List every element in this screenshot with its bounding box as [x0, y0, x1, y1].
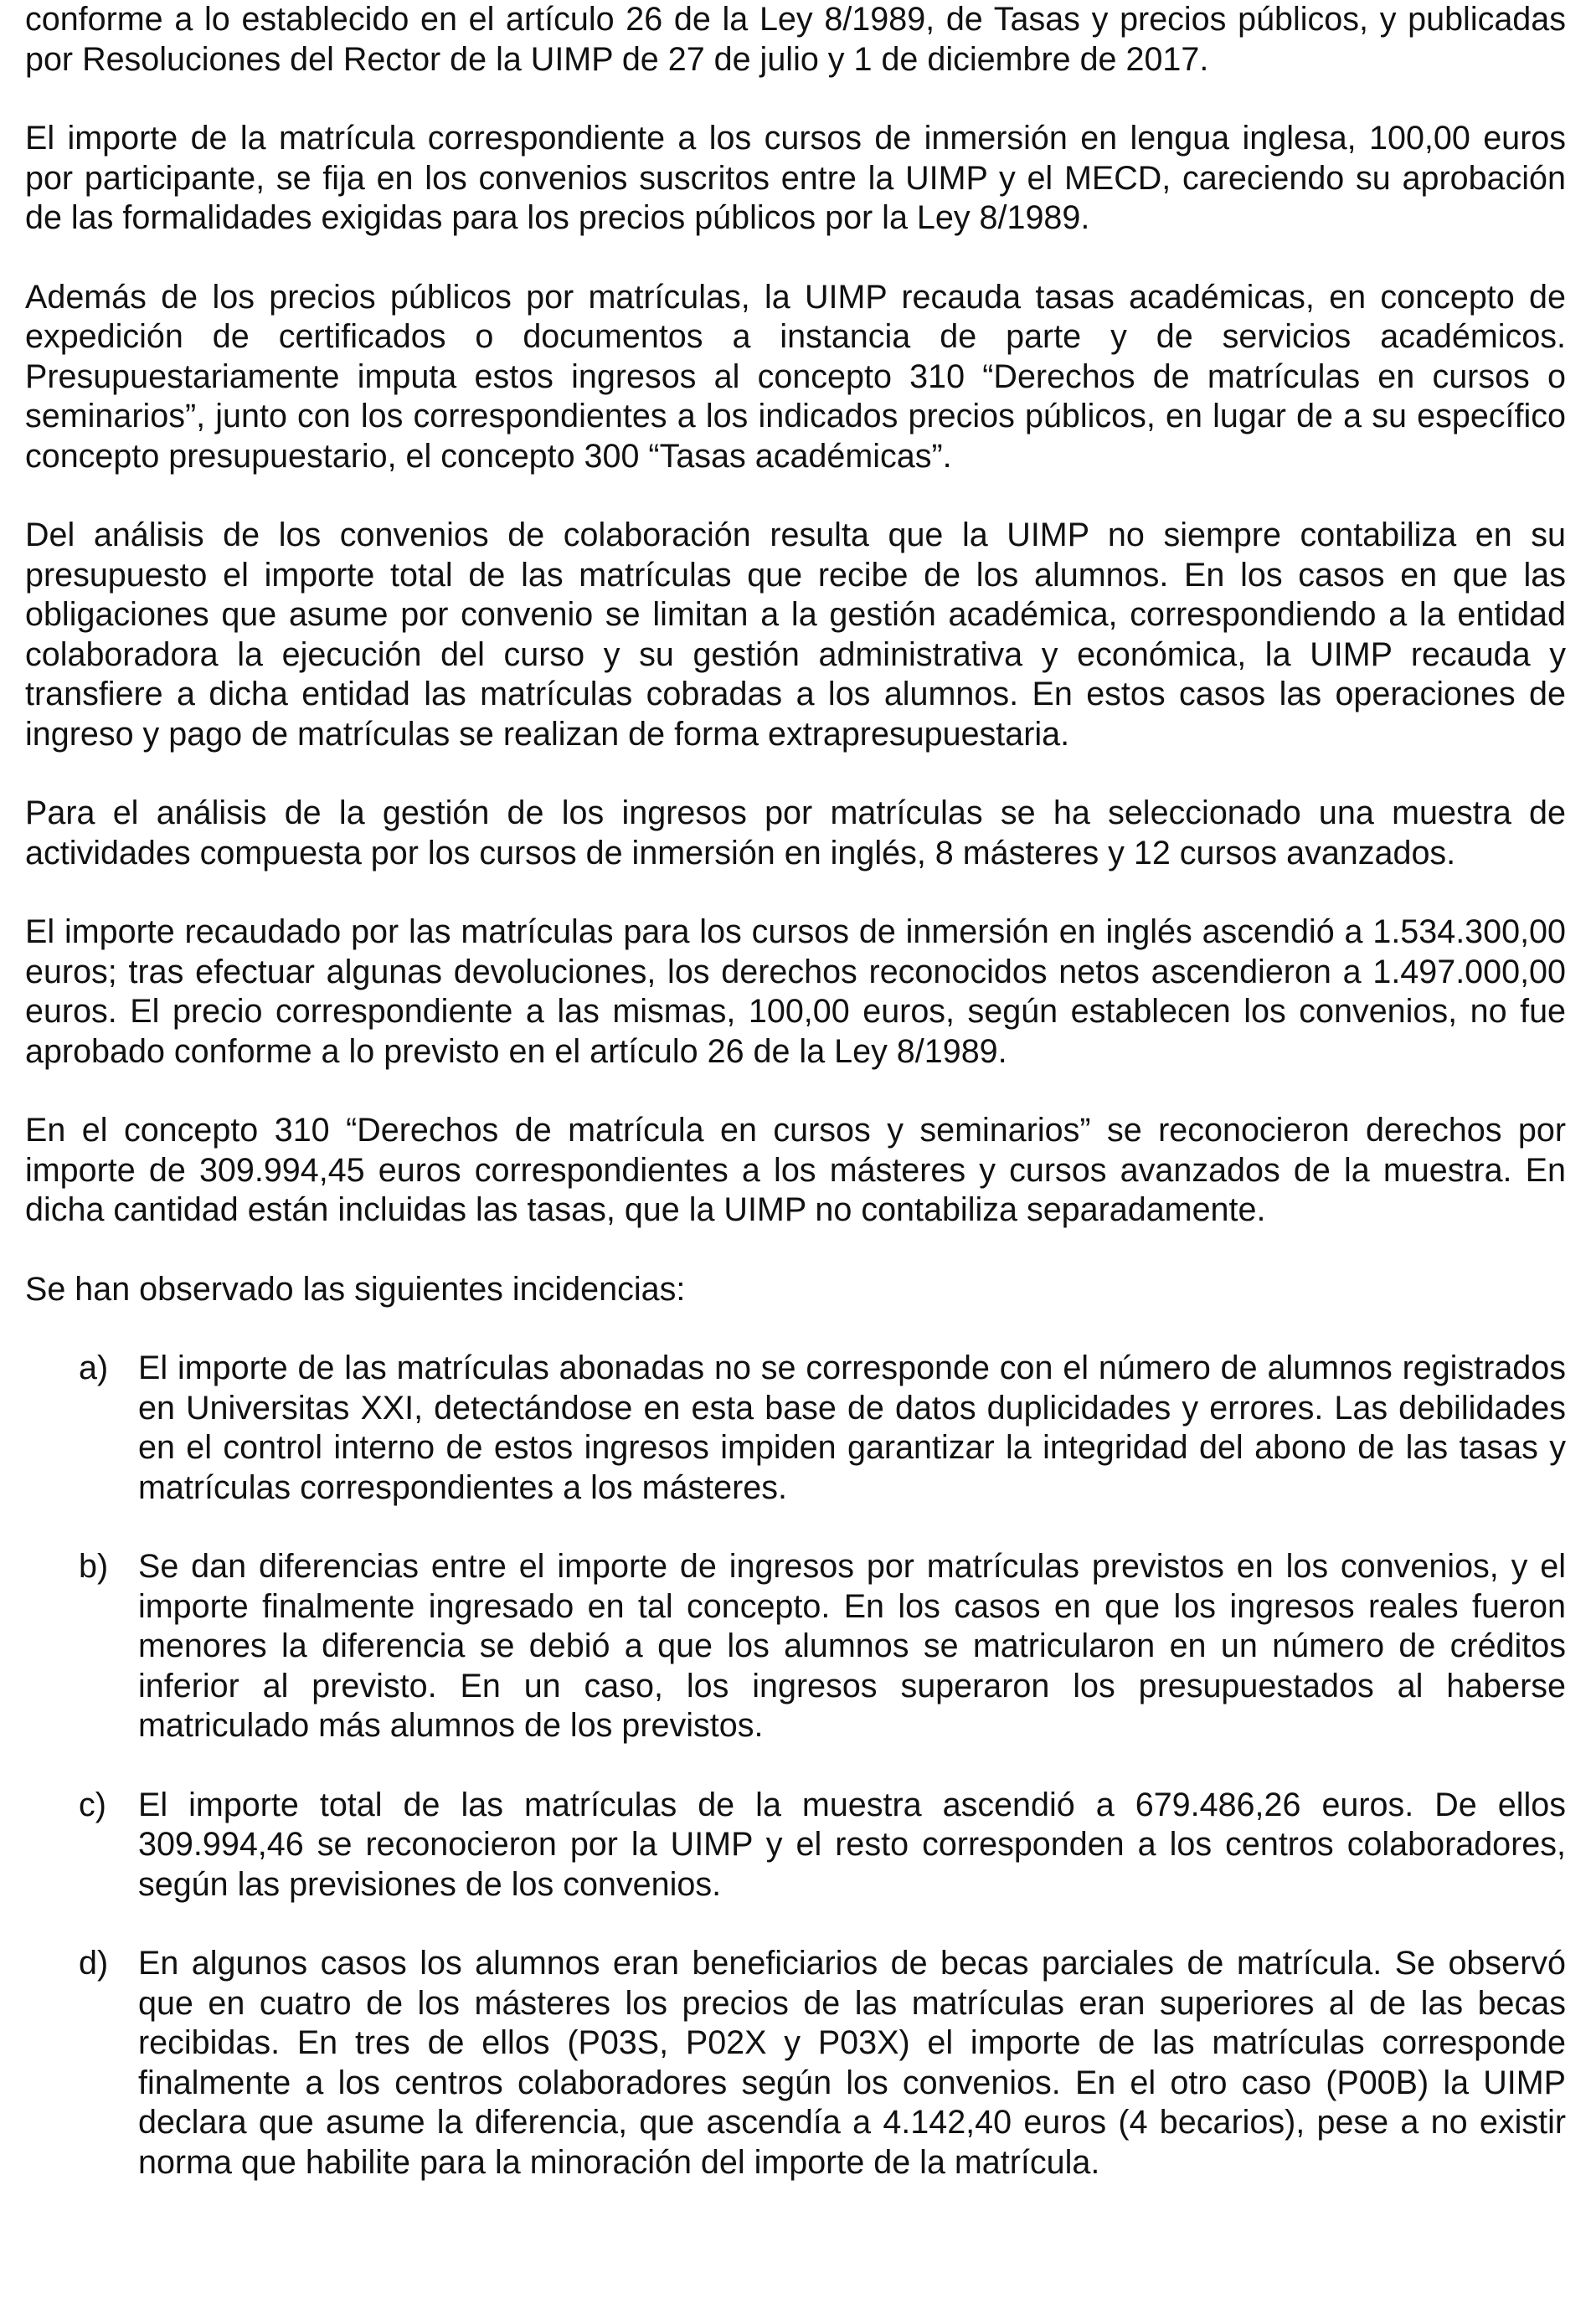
document-page [25, 0, 1566, 2222]
incidencia-item-b [25, 1547, 1566, 1746]
list-marker: c) [79, 1786, 106, 1823]
list-marker: b) [79, 1548, 109, 1585]
incidencia-text: El importe de las matrículas abonadas no se corresponde con el número de alumnos registrados en Universitas XXI, detectándose en esta base de datos duplicidades y errores. Las debilidades en el control interno de estos ingresos impiden garantizar la integridad del abono de las tasas y matrículas correspondientes a los másteres. [138, 1350, 1566, 1506]
paragraph-incidencias-intro: Se han observado las siguientes incidencias: [25, 1270, 686, 1308]
paragraph-tasas-academicas: Además de los precios públicos por matrículas, la UIMP recauda tasas académicas, en concepto de expedición de certificados o documentos a instancia de parte y de servicios académicos. Presupuestariamente imputa estos ingresos al concepto 310 “Derechos de matrículas en cursos o seminarios”, junto con los correspondientes a los indicados precios públicos, en lugar de a su específico concepto presupuestario, el concepto 300 “Tasas académicas”. [25, 278, 1566, 475]
paragraph-muestra-actividades: Para el análisis de la gestión de los ingresos por matrículas se ha seleccionado una muestra de actividades compuesta por los cursos de inmersión en inglés, 8 másteres y 12 cursos avanzados. [25, 794, 1566, 872]
paragraph-convenios-colaboracion: Del análisis de los convenios de colaboración resulta que la UIMP no siempre contabiliza en su presupuesto el importe total de las matrículas que recibe de los alumnos. En los casos en que las obligaciones que asume por convenio se limitan a la gestión académica, correspondiendo a la entidad colaboradora la ejecución del curso y su gestión administrativa y económica, la UIMP recauda y transfiere a dicha entidad las matrículas cobradas a los alumnos. En estos casos las operaciones de ingreso y pago de matrículas se realizan de forma extrapresupuestaria. [25, 517, 1566, 753]
paragraph-importe-inmersion: El importe de la matrícula correspondiente a los cursos de inmersión en lengua inglesa, 100,00 euros por participante, se fija en los convenios suscritos entre la UIMP y el MECD, careciendo su aprobación de las formalidades exigidas para los precios públicos por la Ley 8/1989. [25, 120, 1566, 236]
incidencia-text: El importe total de las matrículas de la muestra ascendió a 679.486,26 euros. De ellos 309.994,46 se reconocieron por la UIMP y el resto corresponden a los centros colaboradores, según las previsiones de los convenios. [138, 1786, 1566, 1903]
list-marker: d) [79, 1945, 109, 1982]
paragraph-concepto-310: En el concepto 310 “Derechos de matrícula en cursos y seminarios” se reconocieron derechos por importe de 309.994,45 euros correspondientes a los másteres y cursos avanzados de la muestra. En dicha cantidad están incluidas las tasas, que la UIMP no contabiliza separadamente. [25, 1112, 1566, 1228]
paragraph-ley-tasas: conforme a lo establecido en el artículo 26 de la Ley 8/1989, de Tasas y precios públicos, y publicadas por Resoluciones del Rector de la UIMP de 27 de julio y 1 de diciembre de 2017. [25, 1, 1566, 78]
incidencias-list [25, 1349, 1566, 2183]
incidencia-item-d [25, 1944, 1566, 2183]
paragraph-importe-recaudado: El importe recaudado por las matrículas para los cursos de inmersión en inglés ascendió a 1.534.300,00 euros; tras efectuar algunas devoluciones, los derechos reconocidos netos ascendieron a 1.497.000,00 euros. El precio correspondiente a las mismas, 100,00 euros, según establecen los convenios, no fue aprobado conforme a lo previsto en el artículo 26 de la Ley 8/1989. [25, 913, 1566, 1070]
incidencia-item-a [25, 1349, 1566, 1508]
list-marker: a) [79, 1350, 109, 1386]
incidencia-item-c [25, 1786, 1566, 1905]
incidencia-text: En algunos casos los alumnos eran beneficiarios de becas parciales de matrícula. Se observó que en cuatro de los másteres los precios de las matrículas eran superiores al de las becas recibidas. En tres de ellos (P03S, P02X y P03X) el importe de las matrículas corresponde finalmente a los centros colaboradores según los convenios. En el otro caso (P00B) la UIMP declara que asume la diferencia, que ascendía a 4.142,40 euros (4 becarios), pese a no existir norma que habilite para la minoración del importe de la matrícula. [138, 1945, 1566, 2181]
incidencia-text: Se dan diferencias entre el importe de ingresos por matrículas previstos en los convenios, y el importe finalmente ingresado en tal concepto. En los casos en que los ingresos reales fueron menores la diferencia se debió a que los alumnos se matricularon en un número de créditos inferior al previsto. En un caso, los ingresos superaron los presupuestados al haberse matriculado más alumnos de los previstos. [138, 1548, 1566, 1744]
